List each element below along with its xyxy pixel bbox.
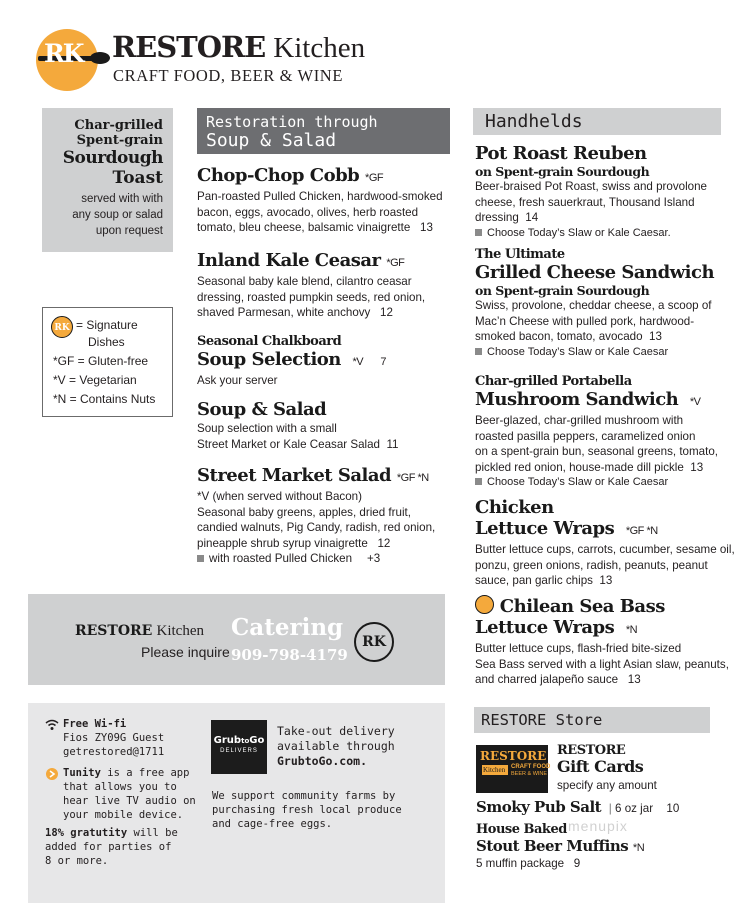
item-title [475,389,745,413]
item-desc-1: Beer-braised Pot Roast, swiss and provolone [475,180,707,193]
item-desc-text: pineapple shrub syrup vinaigrette [197,536,368,550]
addon-text: with roasted Pulled Chicken [209,552,353,565]
salt-name: Smoky Pub Salt [476,798,602,816]
salt-price: 10 [666,802,680,815]
gift-card-beer: BEER & WINE [511,771,548,777]
muffin-desc-text: 5 muffin package [476,857,565,870]
item-price: 12 [380,306,393,319]
item-title [475,518,745,542]
takeout-link[interactable]: GrubtoGo.com. [277,754,368,768]
takeout-line-1: Take-out delivery [277,724,395,738]
gift-card-image [476,745,551,793]
watermark: menupix [568,818,628,834]
gift-card-title-1: RESTORE [557,743,626,758]
item-name: Pot Roast Reuben [475,143,647,164]
item-name: Street Market Salad [197,465,392,486]
item-desc-2: roasted pasilla peppers, caramelized onion [475,429,696,443]
community-line-1: We support community farms by [212,790,396,802]
item-desc-3 [197,305,447,321]
item-desc-text: and charred jalapeño sauce [475,673,619,686]
item-desc-3 [475,210,735,226]
item-desc-3: on a spent-grain bun, seasonal greens, tomato, [475,445,718,458]
item-desc-2: candied walnuts, Pig Candy, radish, red onion, [197,521,436,534]
item-tags: *GF [365,172,384,184]
tunity-bold: Tunity [63,767,101,779]
menu-item-soup-and-salad [197,399,447,452]
item-price: 13 [649,330,662,343]
takeout-line-2: available through [277,739,395,753]
side-text: Choose Today’s Slaw or Kale Caesar [487,476,669,488]
takeout-link-text[interactable]: GrubtoGo.com [277,754,361,768]
catering-title: Catering [231,614,344,641]
wifi-network: Fios ZY09G Guest [63,732,165,744]
item-desc-4 [475,460,745,476]
item-desc-1: Butter lettuce cups, carrots, cucumber, sesame oil, [475,543,735,556]
item-desc-1: Butter lettuce cups, flash-fried bite-sized [475,642,682,655]
toast-title-2: Spent-grain [76,133,163,148]
item-name: Chicken [475,497,554,518]
menu-item-chicken-wraps [475,497,745,589]
legend-signature: = Signature [76,318,138,332]
item-side [475,475,745,491]
tunity-line-2: that allows you to [63,781,177,793]
muffin-tags: *N [632,842,645,854]
item-desc-text: tomato, bleu cheese, balsamic vinaigrette [197,221,411,234]
catering-brand-bold: RESTORE [75,623,153,639]
muffin-title-2 [476,837,644,857]
item-price: 14 [525,211,539,224]
item-title [197,165,447,189]
item-desc-2 [197,437,447,453]
item-price: 13 [627,673,641,686]
item-desc-text: shaved Parmesan, white anchovy [197,306,371,319]
item-desc-2: bacon, eggs, avocado, olives, herb roasted [197,205,419,219]
catering-logo [354,622,394,662]
item-addon [197,551,447,567]
muffin-desc [476,856,580,872]
item-desc-text: pickled red onion, house-made dill pickle [475,460,684,474]
gift-card-logo-top: RESTORE [480,749,547,763]
brand-subtitle: CRAFT FOOD, BEER & WINE [113,66,343,85]
soup-salad-header-2: Soup & Salad [206,130,337,151]
item-price: 7 [380,356,386,368]
item-desc-2: Sea Bass served with a light Asian slaw, peanuts, [475,657,729,671]
gift-card-kitchen: Kitchen [483,766,506,774]
store-item-salt: Smoky Pub Salt | 6 oz jar 10 [476,798,680,816]
salt-desc: 6 oz jar [615,802,654,815]
item-desc-2: Mac’n Cheese with pulled pork, hardwood- [475,314,695,328]
item-side [475,345,745,361]
item-desc-3 [197,220,447,236]
brand-name-light: Kitchen [273,32,366,64]
catering-phone[interactable]: 909-798-4179 [231,646,348,664]
item-name: Inland Kale Ceasar [197,250,381,271]
item-desc-2: ponzu, green onions, radish, peanuts, peanut [475,558,708,572]
grubtogo-logo [211,720,267,774]
menu-item-reuben [475,144,735,241]
grub-logo-bottom: DELIVERS [220,748,258,754]
catering-logo-text: RK [362,634,386,650]
item-name: Grilled Cheese Sandwich [475,262,715,283]
legend-n: *N = Contains Nuts [53,392,156,406]
bullet-square-icon [475,229,482,236]
item-title [197,465,447,489]
bullet-square-icon [475,348,482,355]
signature-icon [475,595,494,614]
toast-desc-2: any soup or salad [72,209,163,221]
gift-card-desc: specify any amount [557,779,657,792]
item-title [197,349,447,373]
item-name-2: Lettuce Wraps [475,518,615,539]
item-desc-text: smoked bacon, tomato, avocado [475,330,643,343]
gift-card-title-2: Gift Cards [557,757,644,776]
community-line-2: purchasing fresh local produce [212,804,402,816]
muffin-price: 9 [573,857,581,870]
gratuity-line-3: 8 or more. [45,855,109,867]
gratuity-line-1 [45,826,178,840]
grub-logo-top: Grub [213,735,242,746]
item-title-line1 [475,595,745,617]
legend-v: *V = Vegetarian [53,373,137,387]
item-sub: on Spent-grain Sourdough [475,283,650,298]
brand-name [112,30,365,65]
muffin-name: Stout Beer Muffins [476,837,629,855]
menu-item-soup-selection [197,334,447,389]
toast-title-1: Char-grilled [74,118,163,133]
gratuity-text: will be [127,827,178,839]
bullet-square-icon [197,555,204,562]
wifi-icon [45,719,59,731]
item-name: Chop-Chop Cobb [197,165,360,186]
gratuity-bold: 18% gratutity [45,827,128,839]
item-desc-text: Street Market or Kale Ceasar Salad [197,437,381,451]
menu-item-mushroom [475,374,745,491]
wifi-title: Free Wi-fi [63,718,127,730]
item-desc-text: sauce, pan garlic chips [475,574,593,587]
bullet-square-icon [475,478,482,485]
item-desc-2: cheese, fresh sauerkraut, Thousand Island [475,195,695,209]
item-desc-1: Pan-roasted Pulled Chicken, hardwood-smoked [197,190,443,203]
catering-brand [75,622,204,640]
catering-band [28,594,445,685]
item-tags: *V [689,396,701,408]
item-note: *V (when served without Bacon) [197,490,362,503]
gift-card-craft: CRAFT FOOD [511,764,551,770]
store-header [474,707,710,733]
tunity-line-1 [63,766,189,780]
soup-salad-header [197,108,450,154]
item-title [475,617,745,641]
item-desc-3 [475,672,745,688]
catering-inquire: Please inquire [141,644,230,660]
legend-gf: *GF = Gluten-free [53,354,149,368]
tunity-text: is a free app [100,767,190,779]
wifi-password: getrestored@1711 [63,746,165,758]
item-side [475,226,735,242]
legend-box [42,307,173,417]
item-tags: *GF *N [396,472,429,484]
tunity-icon [46,768,58,780]
item-sub: on Spent-grain Sourdough [475,164,650,179]
item-title [197,250,447,274]
item-desc-2: dressing, roasted pumpkin seeds, red onion, [197,290,426,304]
item-name: Soup & Salad [197,399,327,420]
store-header-text: RESTORE Store [481,711,603,729]
tunity-line-4: your mobile device. [63,809,184,821]
item-price: 12 [377,536,391,550]
toast-desc-1: served with with [81,193,163,205]
item-desc-1: Beer-glazed, char-grilled mushroom with [475,414,684,427]
item-tags: *GF *N [625,525,658,537]
soup-salad-header-1: Restoration through [206,113,378,131]
menu-item-cobb [197,165,447,236]
catering-brand-light: Kitchen [156,623,204,639]
tunity-line-3: hear live TV audio on [63,795,196,807]
handhelds-header-text: Handhelds [485,111,583,132]
menu-item-grilled-cheese [475,247,745,360]
signature-icon [51,316,73,338]
menu-item-sea-bass [475,595,745,688]
item-price: 13 [599,574,613,587]
item-price: 13 [690,460,704,474]
toast-panel [42,108,173,252]
item-tags: *N [625,624,638,636]
item-pre-title: The Ultimate [475,247,565,262]
muffin-title-1: House Baked [476,822,567,837]
community-line-3: and cage-free eggs. [212,818,333,830]
toast-content [43,118,163,239]
item-name: Soup Selection [197,349,341,370]
menu-item-kale [197,250,447,321]
item-price: 13 [420,221,433,234]
item-desc-1: Soup selection with a small [197,422,337,435]
item-desc-1: Ask your server [197,374,278,387]
item-tags: *GF [386,257,405,269]
logo-text: RK [44,39,83,68]
item-price: 11 [386,437,399,451]
handhelds-header [473,108,721,135]
item-name: Chilean Sea Bass [499,596,665,617]
item-pre-title: Seasonal Chalkboard [197,334,342,349]
toast-title-4: Toast [112,168,163,188]
side-text: Choose Today’s Slaw or Kale Caesar. [487,226,671,239]
item-desc-3 [475,329,745,345]
item-pre-title: Char-grilled Portabella [475,374,632,389]
brand-name-bold: RESTORE [112,30,266,64]
toast-desc-3: upon request [95,225,163,237]
gratuity-line-2: added for parties of [45,841,172,853]
item-desc-1: Swiss, provolone, cheddar cheese, a scoop of [475,299,712,312]
grub-logo-mid: Go [249,735,265,746]
item-desc-1: Seasonal baby greens, apples, dried fruit, [197,505,411,519]
side-text: Choose Today’s Slaw or Kale Caesar [487,345,669,358]
grub-logo-text: GrubtoGo [213,735,265,746]
item-name-2: Lettuce Wraps [475,617,615,638]
signature-icon-text: RK [54,323,70,333]
item-name: Mushroom Sandwich [475,389,679,410]
item-desc-text: dressing [475,211,519,224]
toast-title-3: Sourdough [62,148,163,168]
item-desc-3 [197,536,447,552]
legend-dishes: Dishes [88,335,125,349]
item-tags: *V [352,356,364,368]
menu-item-street-market [197,465,447,567]
item-desc-1: Seasonal baby kale blend, cilantro ceasar [197,275,412,288]
addon-price: +3 [367,552,381,565]
item-desc-3 [475,573,745,589]
